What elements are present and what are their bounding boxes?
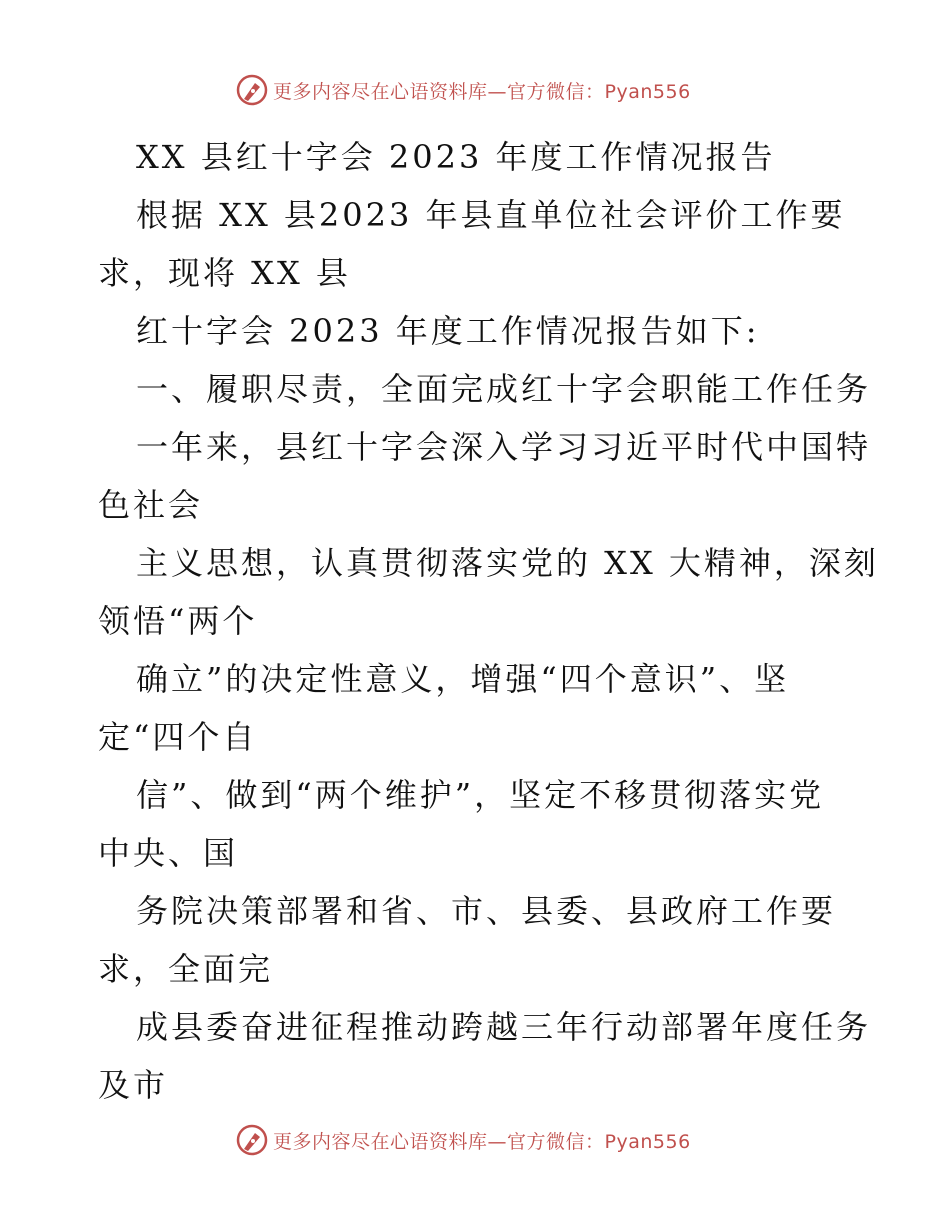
watermark-text: 更多内容尽在心语资料库—官方微信：Pyan556 [273, 80, 691, 103]
document-line: 一年来，县红十字会深入学习习近平时代中国特 [136, 428, 872, 466]
document-line: 及市 [98, 1066, 169, 1104]
document-line: 色社会 [98, 486, 204, 524]
pen-nib-circle-logo [235, 73, 269, 107]
document-line: 根据 XX 县2023 年县直单位社会评价工作要 [136, 196, 846, 234]
document-line: XX 县红十字会 2023 年度工作情况报告 [136, 138, 776, 176]
document-line: 成县委奋进征程推动跨越三年行动部署年度任务 [136, 1008, 872, 1046]
document-line: 中央、国 [98, 834, 239, 872]
document-body [98, 128, 879, 1114]
document-line: 务院决策部署和省、市、县委、县政府工作要 [136, 892, 837, 930]
document-line: 信”、做到“两个维护”，坚定不移贯彻落实党 [136, 776, 825, 814]
document-line: 求，现将 XX 县 [98, 254, 351, 292]
document-line: 红十字会 2023 年度工作情况报告如下: [136, 312, 760, 350]
document-line: 领悟“两个 [98, 602, 258, 640]
footer-watermark [235, 1122, 691, 1158]
watermark-text: 更多内容尽在心语资料库—官方微信：Pyan556 [273, 1130, 691, 1153]
document-line: 求，全面完 [98, 950, 274, 988]
document-line: 定“四个自 [98, 718, 258, 756]
header-watermark [235, 72, 691, 108]
document-line: 主义思想，认真贯彻落实党的 XX 大精神，深刻 [136, 544, 879, 582]
document-line: 确立”的决定性意义，增强“四个意识”、坚 [136, 660, 790, 698]
pen-nib-circle-logo [235, 1123, 269, 1157]
document-line: 一、履职尽责，全面完成红十字会职能工作任务 [136, 370, 872, 408]
